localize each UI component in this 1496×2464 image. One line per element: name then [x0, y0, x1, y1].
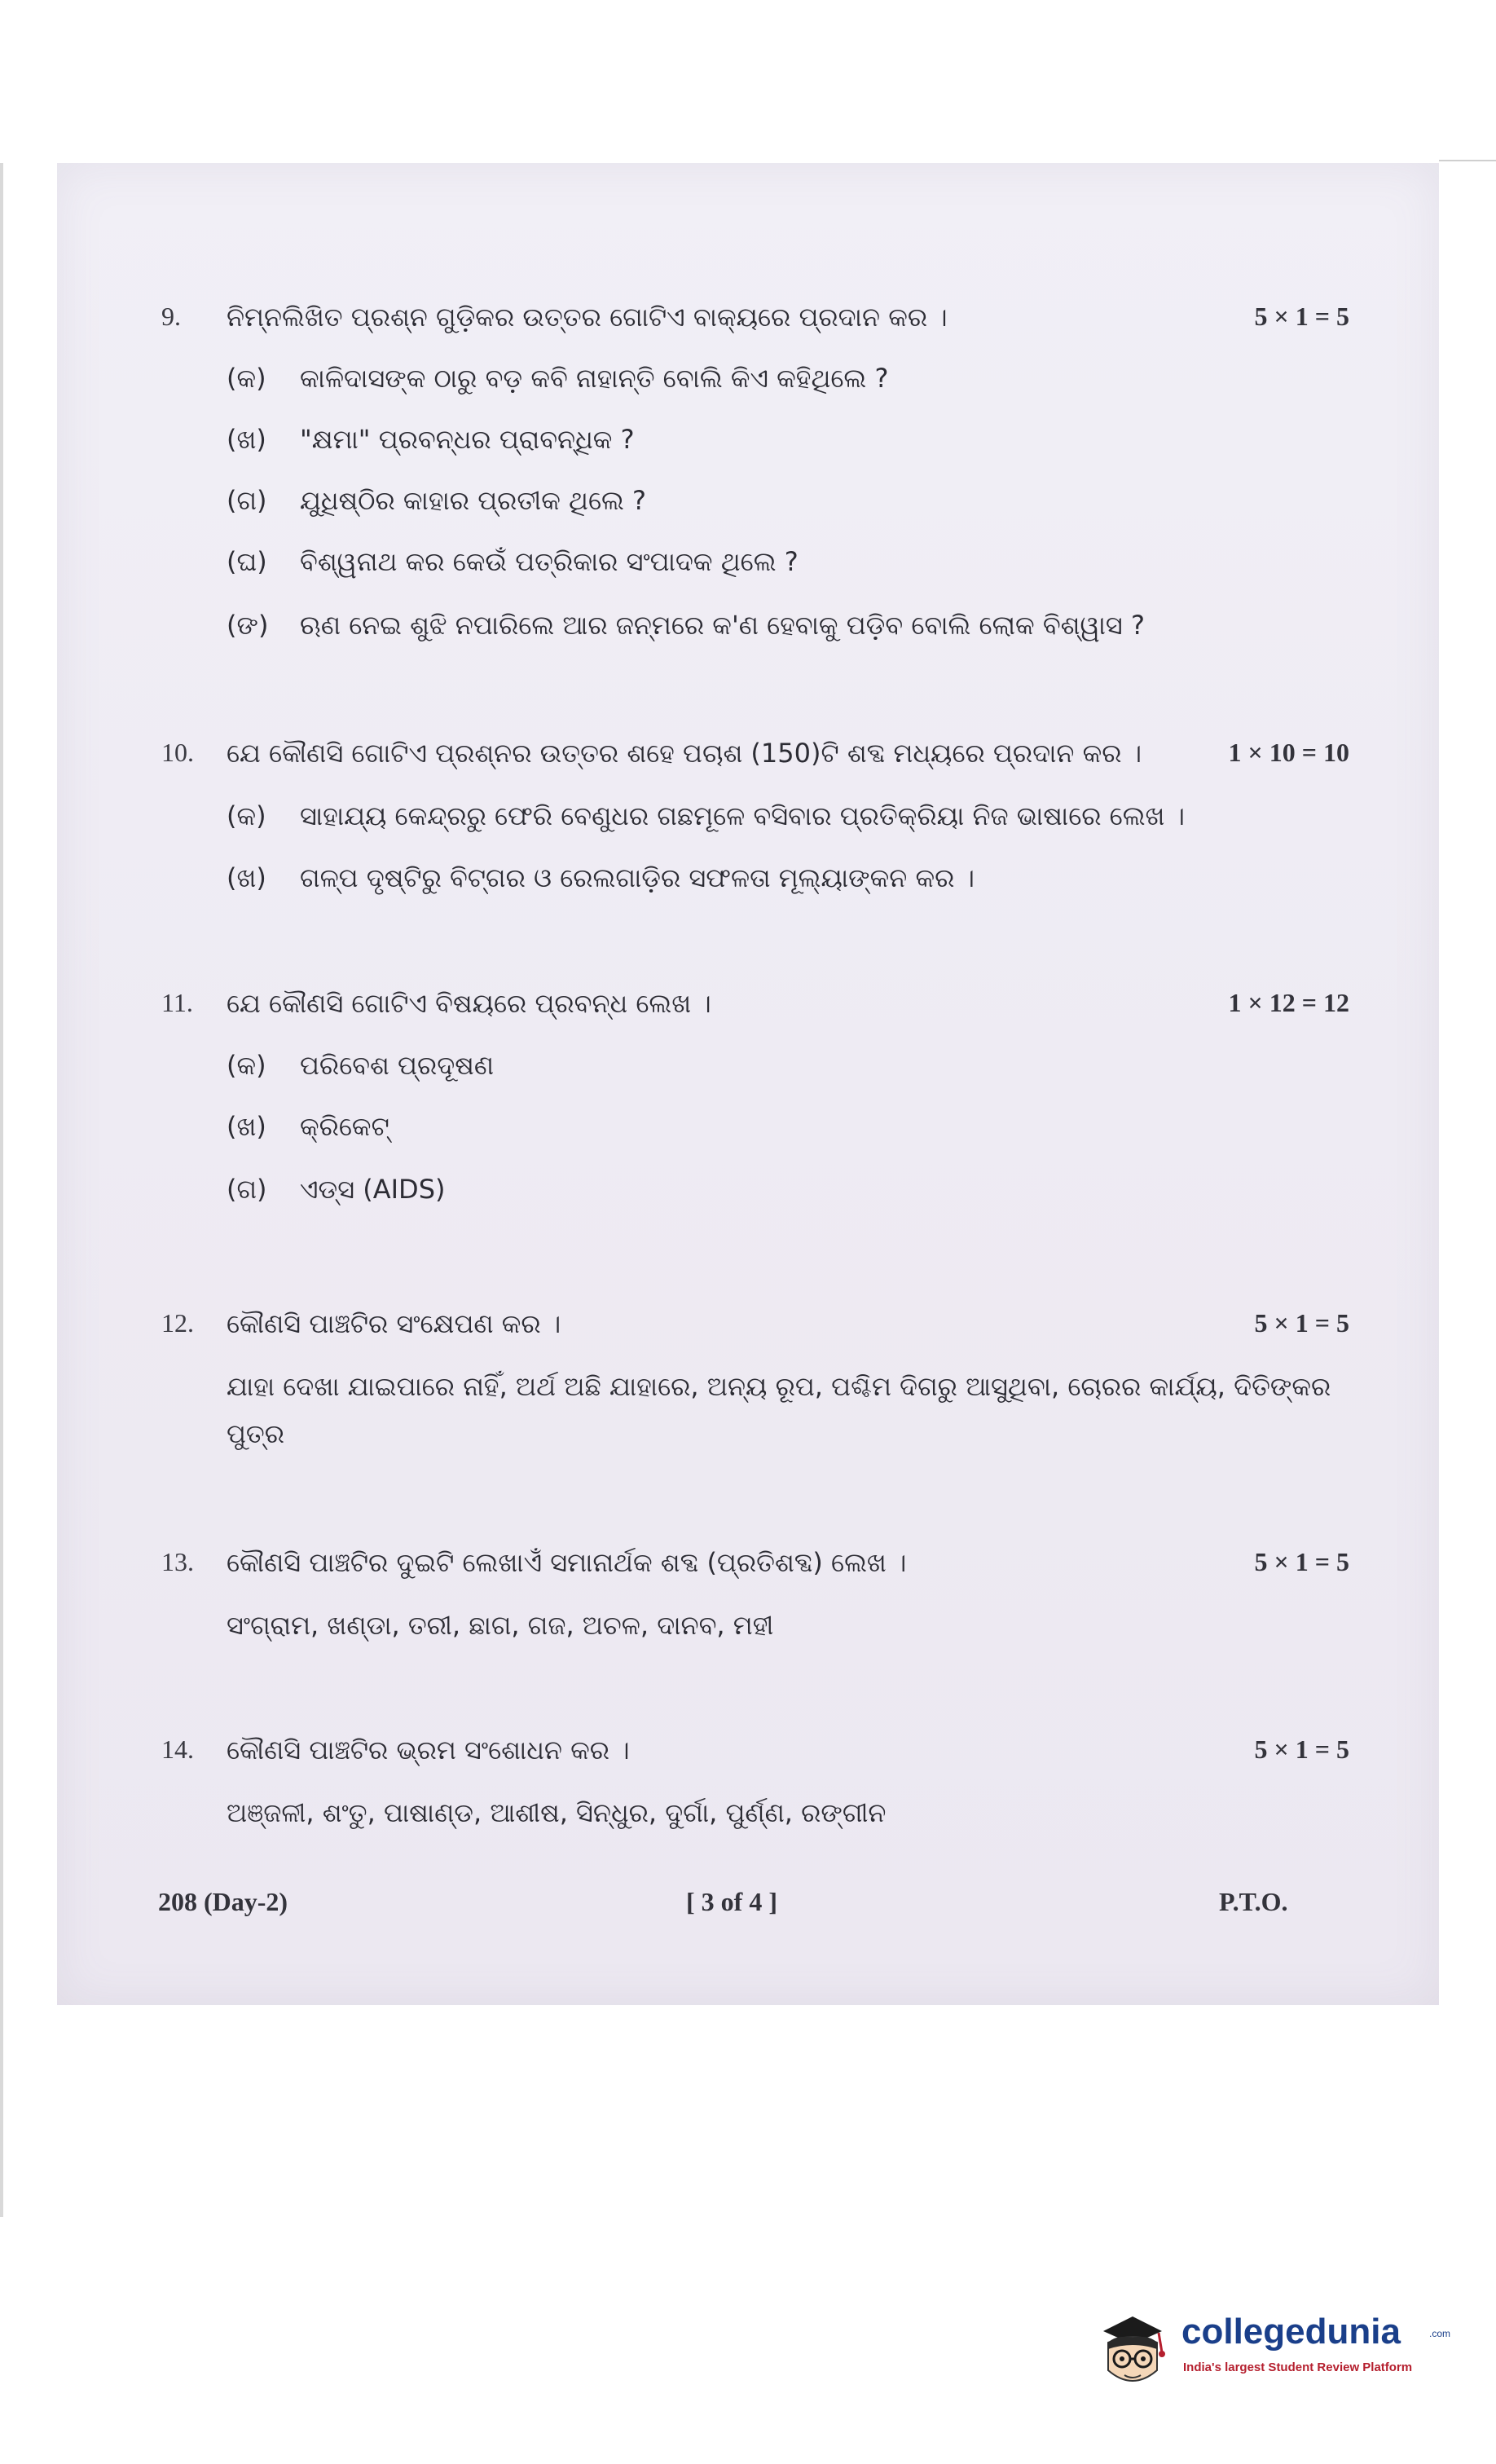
question-10-option: [227, 800, 1185, 832]
question-11-header: [57, 988, 1439, 1034]
question-marks: 5 × 1 = 5: [1254, 1547, 1349, 1576]
question-13-header: [57, 1547, 1439, 1593]
option-label: (ଖ): [227, 1111, 266, 1142]
option-label: (କ): [227, 1050, 266, 1081]
option-label: (ଗ): [227, 1174, 267, 1205]
option-text: ସାହାଯ୍ୟ କେନ୍ଦ୍ରରୁ ଫେରି ବେଣୁଧର ଗଛମୂଳେ ବସିବାର ପ୍ରତିକ୍ରିୟା ନିଜ ଭାଷାରେ ଲେଖ ।: [300, 800, 1186, 831]
scan-edge-left: [0, 163, 3, 2217]
question-text: କୌଣସି ପାଞ୍ଚଟିର ଭ୍ରମ ସଂଶୋଧନ କର ।: [227, 1734, 630, 1765]
question-text: ଯେ କୌଣସି ଗୋଟିଏ ପ୍ରଶ୍ନର ଉତ୍ତର ଶହେ ପଚାଶ (150)ଟି ଶବ୍ଦ ମଧ୍ୟରେ ପ୍ରଦାନ କର ।: [227, 738, 1142, 769]
question-number: 14.: [161, 1734, 194, 1764]
brand-name: collegedunia: [1181, 2312, 1401, 2352]
option-text: ଯୁଧିଷ୍ଠିର କାହାର ପ୍ରତୀକ ଥିଲେ ?: [300, 485, 647, 516]
option-text: କାଳିଦାସଙ୍କ ଠାରୁ ବଡ଼ କବି ନାହାନ୍ତି ବୋଲି କିଏ କହିଥିଲେ ?: [300, 363, 889, 394]
question-9-option: [227, 424, 635, 456]
option-text: ବିଶ୍ୱନାଥ କର କେଉଁ ପତ୍ରିକାର ସଂପାଦକ ଥିଲେ ?: [300, 546, 799, 577]
question-9-header: [57, 302, 1439, 347]
question-marks: 5 × 1 = 5: [1254, 1734, 1349, 1764]
pto-label: P.T.O.: [1219, 1887, 1288, 1916]
option-text: ପରିବେଶ ପ୍ରଦୂଷଣ: [300, 1050, 495, 1081]
question-14-words: ଅଞ୍ଜଳୀ, ଶଂତୁ, ପାଷାଣ୍ଡ, ଆଶୀଷ, ସିନ୍ଧୁର, ଦୁର୍ଗା, ପୁର୍ଣ୍ଣ, ରଙ୍ଗୀନ: [227, 1797, 887, 1828]
question-10-header: [57, 738, 1439, 783]
question-9-option: [227, 363, 888, 395]
option-text: ଋଣ ନେଇ ଶୁଝି ନପାରିଲେ ଆର ଜନ୍ମରେ କ'ଣ ହେବାକୁ ପଡ଼ିବ ବୋଲି ଲୋକ ବିଶ୍ୱାସ ?: [300, 610, 1145, 641]
option-label: (ଖ): [227, 862, 266, 893]
paper-code: 208 (Day-2): [158, 1887, 288, 1916]
option-label: (ଖ): [227, 424, 266, 455]
question-13-words: ସଂଗ୍ରାମ, ଖଣ୍ଡା, ତରୀ, ଛାଗ, ଗଜ, ଅଚଳ, ଦାନବ, ମହୀ: [227, 1610, 774, 1641]
question-number: 9.: [161, 302, 181, 331]
question-10-option: [227, 862, 975, 894]
option-text: ଏଡ୍‌ସ (AIDS): [300, 1174, 446, 1205]
scan-edge-right: [1439, 160, 1496, 161]
question-text: ନିମ୍ନଲିଖିତ ପ୍ରଶ୍ନ ଗୁଡ଼ିକର ଉତ୍ତର ଗୋଟିଏ ବାକ୍ୟରେ ପ୍ରଦାନ କର ।: [227, 302, 948, 333]
question-number: 12.: [161, 1308, 194, 1338]
question-number: 13.: [161, 1547, 194, 1576]
question-9-option: [227, 485, 646, 517]
question-text: କୌଣସି ପାଞ୍ଚଟିର ସଂକ୍ଷେପଣ କର ।: [227, 1308, 561, 1339]
question-12-words: ଯାହା ଦେଖା ଯାଇପାରେ ନାହିଁ, ଅର୍ଥ ଅଛି ଯାହାରେ, ଅନ୍ୟ ରୂପ, ପଶ୍ଚିମ ଦିଗରୁ ଆସୁଥିବା, ଚୋରର କାର୍ଯ୍ୟ, ଦିତିଙ୍କର ପୁତ୍ର: [227, 1371, 1331, 1449]
question-14-header: [57, 1734, 1439, 1780]
option-text: କ୍ରିକେଟ୍: [300, 1111, 389, 1142]
question-12-header: [57, 1308, 1439, 1354]
question-number: 10.: [161, 738, 194, 767]
page-number: [ 3 of 4 ]: [686, 1887, 777, 1916]
question-11-option: [227, 1174, 446, 1206]
question-number: 11.: [161, 988, 193, 1017]
student-mascot-icon: [1092, 2307, 1173, 2404]
question-9-option: [227, 610, 1145, 641]
option-label: (ଙ): [227, 610, 269, 641]
brand-tagline: India's largest Student Review Platform: [1183, 2360, 1413, 2374]
scanned-page: [57, 163, 1439, 2005]
question-text: ଯେ କୌଣସି ଗୋଟିଏ ବିଷୟରେ ପ୍ରବନ୍ଧ ଲେଖ ।: [227, 988, 711, 1019]
question-9-option: [227, 546, 799, 578]
question-11-option: [227, 1050, 494, 1082]
option-label: (କ): [227, 363, 266, 394]
question-marks: 5 × 1 = 5: [1254, 302, 1349, 331]
collegedunia-logo[interactable]: [1092, 2307, 1450, 2404]
question-text: କୌଣସି ପାଞ୍ଚଟିର ଦୁଇଟି ଲେଖାଏଁ ସମାନାର୍ଥକ ଶବ୍ଦ (ପ୍ରତିଶବ୍ଦ) ଲେଖ ।: [227, 1547, 907, 1578]
question-marks: 1 × 12 = 12: [1228, 988, 1349, 1017]
option-text: ଗଳ୍ପ ଦୃଷ୍ଟିରୁ ବିଟ୍‌ଗର ଓ ରେଲଗାଡ଼ିର ସଫଳତା ମୂଲ୍ୟାଙ୍କନ କର ।: [300, 862, 975, 893]
question-marks: 5 × 1 = 5: [1254, 1308, 1349, 1338]
question-11-option: [227, 1111, 389, 1143]
brand-suffix: .com: [1429, 2328, 1451, 2339]
option-label: (ଘ): [227, 546, 267, 577]
option-label: (ଗ): [227, 485, 267, 516]
question-marks: 1 × 10 = 10: [1228, 738, 1349, 767]
option-text: "କ୍ଷମା" ପ୍ରବନ୍ଧର ପ୍ରାବନ୍ଧିକ ?: [300, 424, 635, 455]
option-label: (କ): [227, 800, 266, 831]
